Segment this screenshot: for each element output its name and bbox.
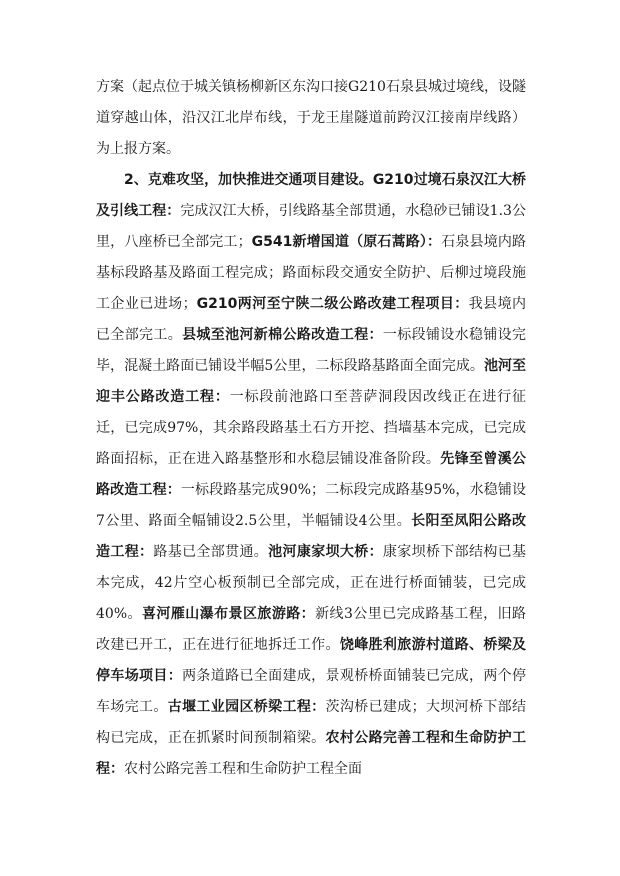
document-page bbox=[96, 72, 526, 785]
project-title: 长阳至凤阳公路改造工程： bbox=[96, 513, 527, 560]
project-text: 我县境内已全部完工。 bbox=[96, 296, 527, 343]
paragraph-traffic-projects bbox=[96, 165, 526, 785]
project-title: G210两河至宁陕二级公路改建工程项目： bbox=[196, 296, 469, 312]
project-title: 池河康家坝大桥： bbox=[268, 544, 383, 560]
project-title: 农村公路完善工程和生命防护工程： bbox=[96, 730, 527, 777]
project-title: 县城至池河新棉公路改造工程： bbox=[182, 327, 383, 343]
paragraph-intro: 方案（起点位于城关镇杨柳新区东沟口接G210石泉县城过境线，设隧道穿越山体，沿汉江北岸布线，于龙王崖隧道前跨汉江接南岸线路）为上报方案。 bbox=[96, 79, 526, 157]
project-text: 一标段铺设水稳铺设完毕，混凝土路面已铺设半幅5公里，二标段路基路面全面完成。 bbox=[96, 327, 527, 374]
project-text: 新线3公里已完成路基工程，旧路改建已开工，正在进行征地拆迁工作。 bbox=[96, 606, 526, 653]
project-title: G210过境石泉汉江大桥及引线工程： bbox=[96, 172, 526, 219]
project-text: 一标段路基完成90%；二标段完成路基95%，水稳铺设7公里、路面全幅铺设2.5公里，半幅铺设4公里。 bbox=[96, 482, 527, 529]
project-text: 康家坝桥下部结构已基本完成，42片空心板预制已全部完成，正在进行桥面铺装，已完成40%。 bbox=[96, 544, 527, 622]
project-title: 饶峰胜利旅游村道路、桥梁及停车场项目： bbox=[96, 637, 527, 684]
project-text: 两条道路已全面建成，景观桥桥面铺装已完成，两个停车场完工。 bbox=[96, 668, 527, 715]
project-text: 茨沟桥已建成；大坝河桥下部结构已完成，正在抓紧时间预制箱梁。 bbox=[96, 699, 527, 746]
project-title: 先锋至曾溪公路改造工程： bbox=[96, 451, 527, 498]
project-text: 路基已全部贯通。 bbox=[153, 544, 269, 560]
project-title: G541新增国道（原石蒿路）： bbox=[251, 234, 442, 250]
project-text: 农村公路完善工程和生命防护工程全面 bbox=[124, 761, 362, 777]
project-text: 完成汉江大桥，引线路基全部贯通，水稳砂已铺设1.3公里，八座桥已全部完工； bbox=[96, 203, 526, 250]
project-title: 池河至迎丰公路改造工程： bbox=[96, 358, 527, 405]
project-title: 古堰工业园区桥梁工程： bbox=[167, 699, 326, 715]
section-heading: 2、克难攻坚，加快推进交通项目建设。 bbox=[124, 172, 373, 188]
project-title: 喜河雁山瀑布景区旅游路： bbox=[141, 606, 316, 622]
project-text: 一标段前池路口至菩萨洞段因改线正在进行征迁，已完成97%，其余路段路基土石方开挖、挡墙基本完成，已完成路面招标，正在进入路基整形和水稳层铺设准备阶段。 bbox=[96, 389, 527, 467]
project-text: 石泉县境内路基标段路基及路面工程完成；路面标段交通安全防护、后柳过境段施工企业已进场； bbox=[96, 234, 527, 312]
